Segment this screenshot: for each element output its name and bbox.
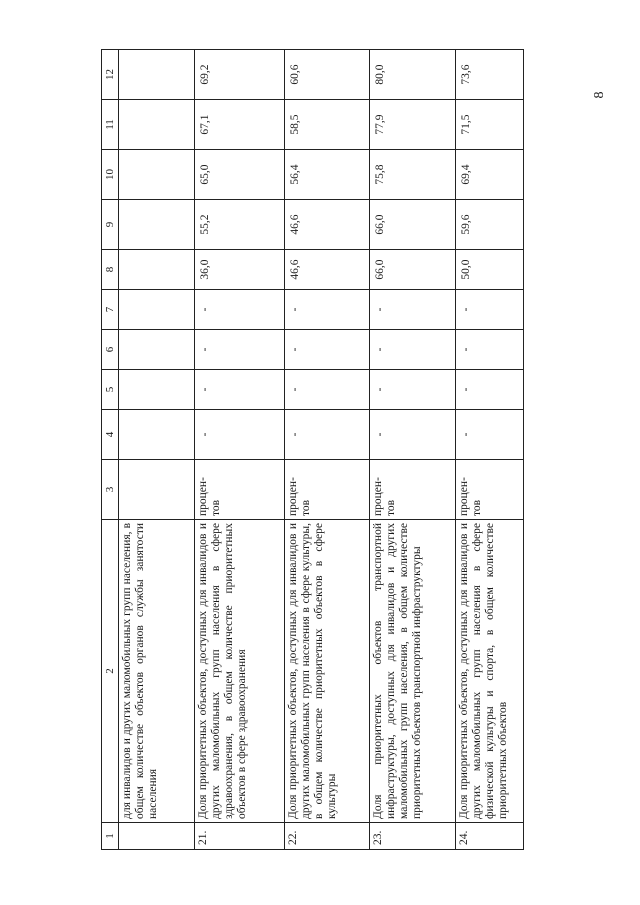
value-cell: 69,4 <box>456 150 524 200</box>
value-cell <box>119 330 195 370</box>
table-row <box>285 50 370 850</box>
header-cell: 12 <box>102 50 119 100</box>
indicator-name: для инвалидов и других маломобильных групп населения, в общем количестве объектов органов службы занятости населения <box>119 520 195 823</box>
header-cell: 7 <box>102 290 119 330</box>
value-cell <box>119 150 195 200</box>
header-cell: 2 <box>102 520 119 823</box>
table-row <box>456 50 524 850</box>
value-cell: 71,5 <box>456 100 524 150</box>
value-cell: - <box>285 330 370 370</box>
value-cell: - <box>195 330 285 370</box>
value-cell: - <box>195 370 285 410</box>
value-cell: 36,0 <box>195 250 285 290</box>
value-cell: 77,9 <box>370 100 456 150</box>
value-cell <box>119 200 195 250</box>
value-cell <box>119 410 195 460</box>
value-cell: - <box>456 410 524 460</box>
table-row <box>195 50 285 850</box>
row-number <box>119 823 195 850</box>
header-cell: 9 <box>102 200 119 250</box>
value-cell: - <box>285 370 370 410</box>
header-cell: 5 <box>102 370 119 410</box>
value-cell: 66,0 <box>370 200 456 250</box>
row-number: 21. <box>195 823 285 850</box>
value-cell: - <box>370 290 456 330</box>
value-cell <box>119 100 195 150</box>
value-cell <box>119 290 195 330</box>
value-cell: 65,0 <box>195 150 285 200</box>
header-cell: 1 <box>102 823 119 850</box>
rotated-table-wrapper <box>101 50 515 850</box>
unit-cell: процен-тов <box>456 460 524 520</box>
value-cell: - <box>370 410 456 460</box>
value-cell: - <box>456 370 524 410</box>
value-cell: 59,6 <box>456 200 524 250</box>
value-cell: 75,8 <box>370 150 456 200</box>
value-cell: - <box>456 290 524 330</box>
indicator-name: Доля приоритетных объектов, доступных для инвалидов и других маломобильных групп населения в сфере физической культуры и спорта, в общем количестве приоритетных объектов <box>456 520 524 823</box>
header-cell: 8 <box>102 250 119 290</box>
row-number: 22. <box>285 823 370 850</box>
header-cell: 11 <box>102 100 119 150</box>
indicators-table <box>101 49 524 850</box>
value-cell: - <box>285 410 370 460</box>
row-number: 23. <box>370 823 456 850</box>
value-cell <box>119 370 195 410</box>
row-number: 24. <box>456 823 524 850</box>
header-cell: 4 <box>102 410 119 460</box>
value-cell: 56,4 <box>285 150 370 200</box>
page-number: 8 <box>592 91 607 99</box>
value-cell: - <box>285 290 370 330</box>
value-cell: 73,6 <box>456 50 524 100</box>
table-row <box>119 50 195 850</box>
value-cell: 55,2 <box>195 200 285 250</box>
value-cell: 66,0 <box>370 250 456 290</box>
value-cell: 69,2 <box>195 50 285 100</box>
value-cell: 67,1 <box>195 100 285 150</box>
value-cell: 60,6 <box>285 50 370 100</box>
unit-cell <box>119 460 195 520</box>
indicator-name: Доля приоритетных объектов, доступных для инвалидов и других маломобильных групп населения в сфере культуры, в общем количестве приоритетных объектов в сфере культуры <box>285 520 370 823</box>
value-cell <box>119 50 195 100</box>
indicator-name: Доля приоритетных объектов транспортной инфраструктуры, доступных для инвалидов и других маломобильных групп населения, в общем количестве приоритетных объектов транспортной инфраструктуры <box>370 520 456 823</box>
value-cell: - <box>195 290 285 330</box>
header-cell: 6 <box>102 330 119 370</box>
value-cell: 58,5 <box>285 100 370 150</box>
header-cell: 10 <box>102 150 119 200</box>
value-cell: - <box>370 370 456 410</box>
value-cell <box>119 250 195 290</box>
value-cell: 50,0 <box>456 250 524 290</box>
unit-cell: процен-тов <box>370 460 456 520</box>
unit-cell: процен-тов <box>285 460 370 520</box>
table-row <box>370 50 456 850</box>
value-cell: 80,0 <box>370 50 456 100</box>
header-row <box>102 50 119 850</box>
value-cell: - <box>370 330 456 370</box>
value-cell: 46,6 <box>285 200 370 250</box>
value-cell: - <box>195 410 285 460</box>
value-cell: 46,6 <box>285 250 370 290</box>
unit-cell: процен-тов <box>195 460 285 520</box>
indicator-name: Доля приоритетных объектов, доступных для инвалидов и других маломобильных групп населения в сфере здравоохранения, в общем количестве приоритетных объектов в сфере здравоохранения <box>195 520 285 823</box>
value-cell: - <box>456 330 524 370</box>
header-cell: 3 <box>102 460 119 520</box>
